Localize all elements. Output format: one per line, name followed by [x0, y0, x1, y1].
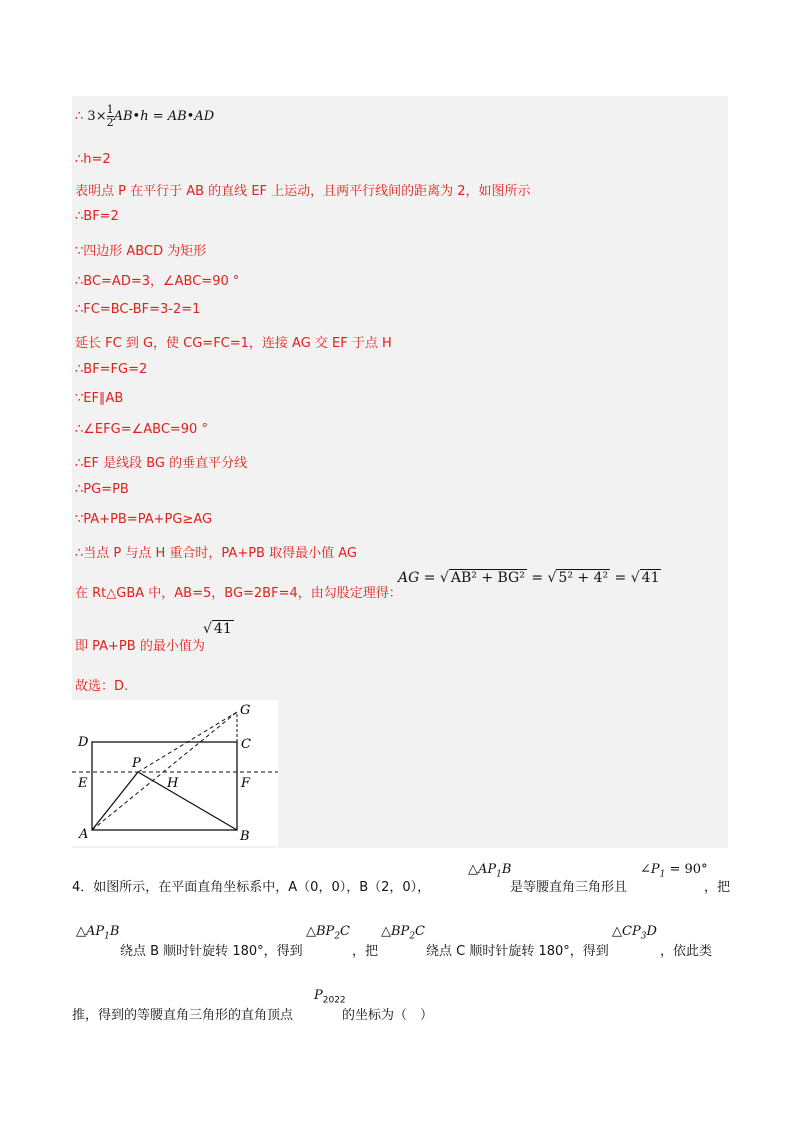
tri-sub: 1	[496, 869, 502, 880]
angle-p1	[640, 862, 708, 880]
solution-line: ∴FC=BC-BF=3-2=1	[75, 302, 201, 317]
therefore-symbol: ∴	[75, 109, 84, 124]
tri-text: △BP	[381, 924, 410, 939]
equals: =	[531, 570, 544, 586]
segment-pa	[92, 772, 138, 830]
solution-line: ∴BF=FG=2	[75, 362, 148, 377]
fraction-numerator: 1	[106, 103, 114, 116]
sqrt-term-1: AB² + BG²	[450, 570, 525, 586]
tri-end: C	[340, 924, 350, 939]
fraction	[107, 104, 114, 129]
triangle-bp2c	[306, 924, 350, 942]
triangle-ap1b-2	[76, 924, 119, 942]
label-b: B	[240, 829, 250, 844]
question-text-b: 是等腰直角三角形且	[510, 880, 628, 895]
pythagoras-formula: AG = √ AB² + BG² = √ 5² + 4² = √ 41	[398, 570, 660, 586]
tri-text: △AP	[468, 862, 497, 877]
solution-line: ∵EF∥AB	[75, 391, 124, 406]
question-text: ，把	[352, 944, 379, 959]
geometry-diagram	[72, 700, 278, 846]
solution-line: ∴BF=2	[75, 209, 119, 224]
answer-line: 故选：D.	[75, 679, 129, 694]
question-text: ，依此类	[660, 944, 713, 959]
tri-text: △CP	[612, 924, 641, 939]
question-text-c: ，把	[704, 880, 731, 895]
solution-line: ∴∠EFG=∠ABC=90 °	[75, 422, 208, 437]
fraction-denominator: 2	[106, 116, 114, 129]
point-p-sub: 2022	[322, 995, 346, 1006]
label-d: D	[78, 735, 89, 750]
min-value-sqrt: 41	[213, 621, 232, 637]
label-e: E	[78, 776, 88, 791]
geometry-figure	[72, 700, 278, 846]
triangle-cp3d	[612, 924, 657, 942]
pythagoras-line	[75, 582, 402, 601]
solution-line: 延长 FC 到 G，使 CG=FC=1，连接 AG 交 EF 于点 H	[75, 336, 392, 351]
question-4-line-1	[72, 876, 430, 895]
solution-line: ∴EF 是线段 BG 的垂直平分线	[75, 456, 248, 471]
sqrt-term-2: 5² + 4²	[558, 570, 609, 586]
question-text: 如图所示，在平面直角坐标系中，A（0，0），B（2，0），	[93, 880, 431, 895]
triangle-ap1b	[468, 862, 511, 880]
label-g: G	[240, 703, 251, 718]
segment-pb	[138, 772, 237, 830]
label-c: C	[241, 737, 251, 752]
formula-lhs: AG =	[398, 570, 436, 586]
equals: =	[614, 570, 627, 586]
solution-line: ∴当点 P 与点 H 重合时，PA+PB 取得最小值 AG	[75, 546, 357, 561]
label-h: H	[167, 776, 179, 791]
formula-1-rest: AB•h = AB•AD	[113, 109, 215, 124]
tri-text: △AP	[76, 924, 105, 939]
tri-sub: 3	[640, 931, 647, 942]
solution-line: ∴h=2	[75, 152, 111, 167]
solution-line: ∴BC=AD=3，∠ABC=90 °	[75, 274, 240, 289]
angle-text: ∠P	[640, 862, 660, 877]
solution-line: 表明点 P 在平行于 AB 的直线 EF 上运动，且两平行线间的距离为 2，如图所示	[75, 184, 531, 199]
triangle-bp2c-2	[381, 924, 425, 942]
tri-end: B	[501, 862, 512, 877]
label-p: P	[132, 756, 141, 771]
label-f: F	[241, 776, 251, 791]
label-a: A	[79, 827, 89, 842]
solution-line: ∵PA+PB=PA+PG≥AG	[75, 512, 213, 527]
min-value-text: 即 PA+PB 的最小值为	[75, 639, 205, 654]
tri-end: C	[415, 924, 425, 939]
question-text: 的坐标为（ ）	[342, 1008, 434, 1023]
question-text: 推，得到的等腰直角三角形的直角顶点	[72, 1008, 294, 1023]
solution-line: ∵四边形 ABCD 为矩形	[75, 244, 207, 259]
point-p: P	[314, 988, 323, 1003]
segment-ag	[92, 712, 237, 830]
sqrt-term-3: 41	[641, 570, 660, 586]
min-value-formula: √ 41	[203, 621, 232, 637]
angle-sub: 1	[659, 869, 666, 880]
tri-sub: 1	[104, 931, 110, 942]
tri-end: D	[646, 924, 657, 939]
tri-text: △BP	[306, 924, 335, 939]
question-number: 4．	[72, 880, 94, 895]
pythagoras-text: 在 Rt△GBA 中，AB=5，BG=2BF=4，由勾股定理得：	[75, 586, 402, 601]
tri-sub: 2	[409, 931, 416, 942]
formula-1	[87, 103, 215, 129]
tri-sub: 2	[334, 931, 341, 942]
point-p2022	[314, 988, 346, 1006]
tri-end: B	[109, 924, 120, 939]
solution-line: ∴PG=PB	[75, 482, 129, 497]
formula-1-left: 3×	[87, 109, 107, 124]
question-text: 绕点 B 顺时针旋转 180°，得到	[120, 944, 303, 959]
question-text: 绕点 C 顺时针旋转 180°，得到	[426, 944, 609, 959]
angle-value: = 90°	[665, 862, 708, 877]
min-value-line	[75, 635, 205, 654]
solution-line-1	[75, 104, 214, 129]
